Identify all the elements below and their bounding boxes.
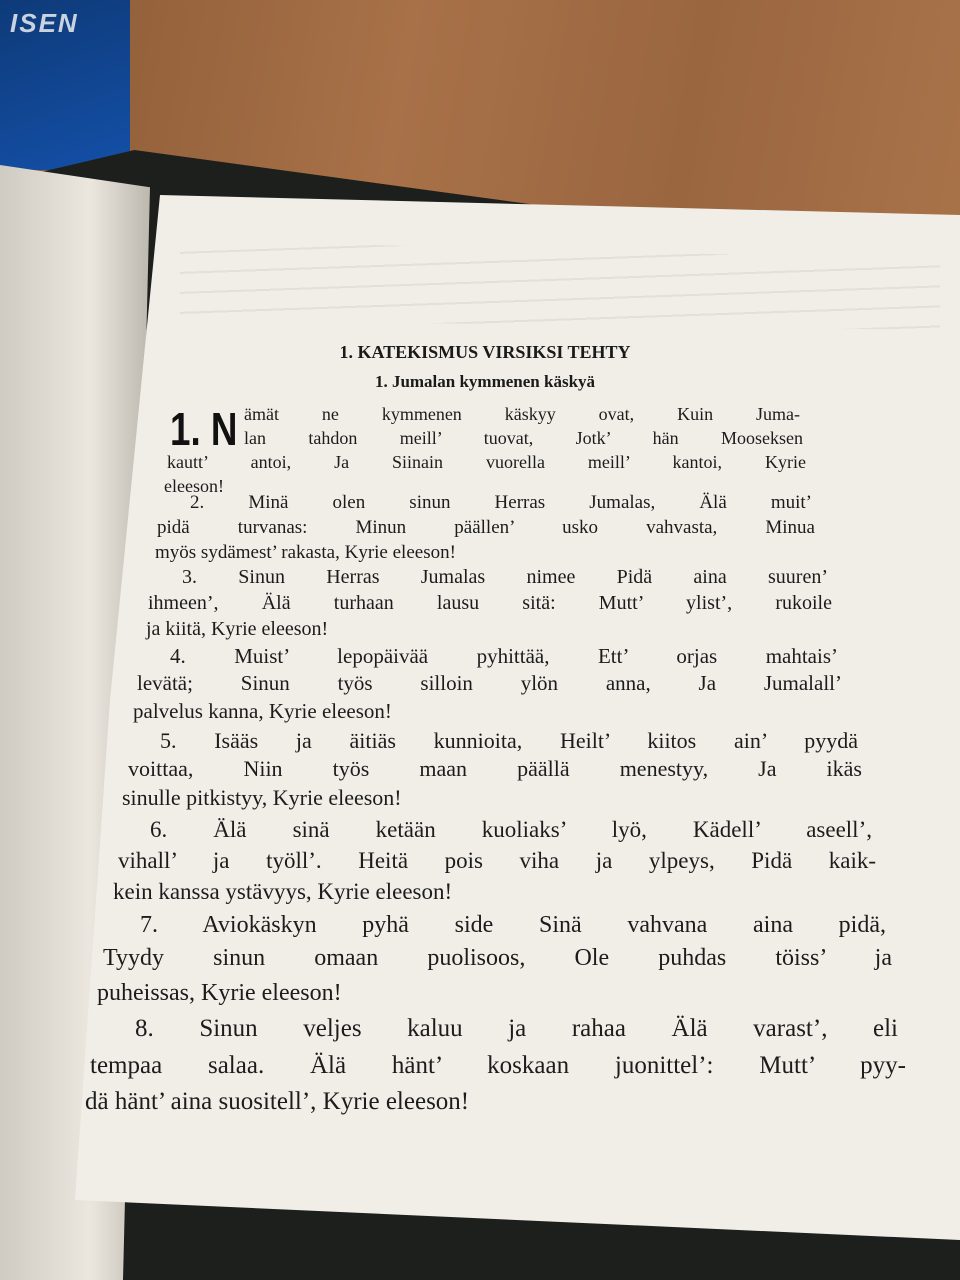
text-line: levätä; Sinun työs silloin ylön anna, Ja Jumalall’ <box>137 671 842 695</box>
cover-title: ISEN <box>10 8 79 38</box>
text-line: ja kiitä, Kyrie eleeson! <box>146 618 329 640</box>
text-line: palvelus kanna, Kyrie eleeson! <box>133 699 392 723</box>
text-line: ihmeen’, Älä turhaan lausu sitä: Mutt’ ylist’, rukoile <box>148 592 832 614</box>
section-heading: 1. Jumalan kymmenen käskyä <box>374 372 596 391</box>
text-line: 3. Sinun Herras Jumalas nimee Pidä aina suuren’ <box>182 566 828 588</box>
blue-book-cover <box>0 0 130 170</box>
text-line: dä hänt’ aina suositell’, Kyrie eleeson! <box>85 1088 470 1115</box>
text-line: ämät ne kymmenen käskyy ovat, Kuin Juma- <box>244 404 800 424</box>
chapter-heading: 1. KATEKISMUS VIRSIKSI TEHTY <box>339 342 631 362</box>
text-line: kein kanssa ystävyys, Kyrie eleeson! <box>113 879 453 904</box>
text-line: kautt’ antoi, Ja Siinain vuorella meill’ kantoi, Kyrie <box>167 452 806 472</box>
text-line: puheissas, Kyrie eleeson! <box>97 980 342 1006</box>
text-line: vihall’ ja työll’. Heitä pois viha ja ylpeys, Pidä kaik- <box>118 848 876 873</box>
drop-cap: 1. N <box>170 403 238 455</box>
text-line: 8. Sinun veljes kaluu ja rahaa Älä varast’, eli <box>135 1015 898 1042</box>
text-line: 5. Isääs ja äitiäs kunnioita, Heilt’ kiitos ain’ pyydä <box>160 728 858 753</box>
text-line: lan tahdon meill’ tuovat, Jotk’ hän Mooseksen <box>244 428 803 448</box>
text-line: myös sydämest’ rakasta, Kyrie eleeson! <box>155 542 456 563</box>
text-line: eleeson! <box>164 476 224 496</box>
text-line: 6. Älä sinä ketään kuoliaks’ lyö, Kädell’ aseell’, <box>150 817 872 842</box>
text-line: Tyydy sinun omaan puolisoos, Ole puhdas töiss’ ja <box>103 945 892 971</box>
text-line: 4. Muist’ lepopäivää pyhittää, Ett’ orjas mahtais’ <box>170 644 838 668</box>
text-line: tempaa salaa. Älä hänt’ koskaan juonittel’: Mutt’ pyy- <box>90 1052 906 1079</box>
text-line: voittaa, Niin työs maan päällä menestyy, Ja ikäs <box>128 756 862 781</box>
text-line: sinulle pitkistyy, Kyrie eleeson! <box>122 785 402 810</box>
text-line: pidä turvanas: Minun päällen’ usko vahvasta, Minua <box>157 517 815 538</box>
text-line: 2. Minä olen sinun Herras Jumalas, Älä muit’ <box>190 492 812 513</box>
text-line: 7. Aviokäskyn pyhä side Sinä vahvana aina pidä, <box>140 912 886 938</box>
